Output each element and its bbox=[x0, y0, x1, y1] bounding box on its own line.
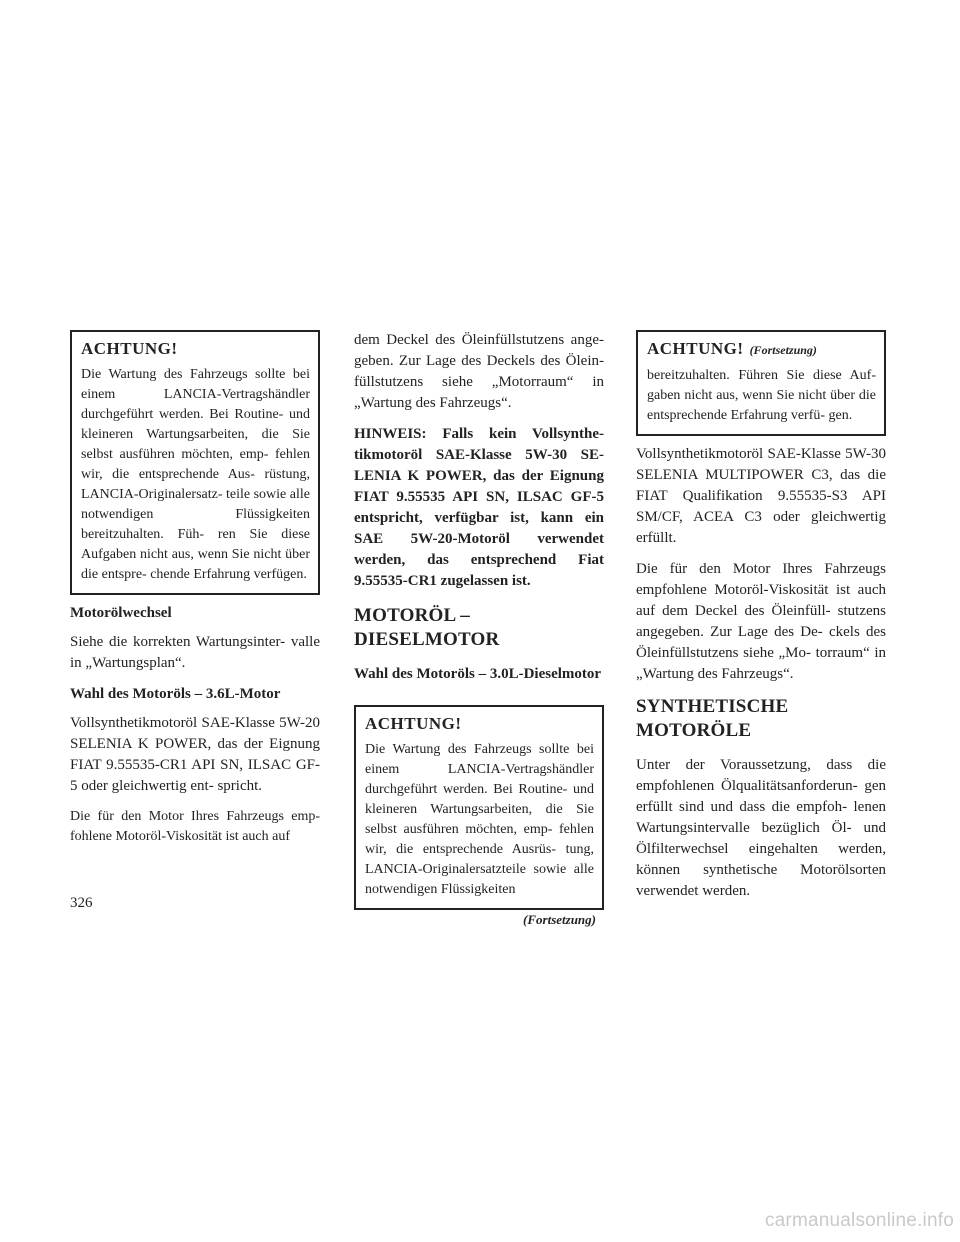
oil-selection-text: Vollsynthetikmotoröl SAE-Klasse 5W-20 SELENIA K POWER, das der Eignung FIAT 9.55535-CR1 API SN, ILSAC GF-5 oder gleichwertig ent- spricht. bbox=[70, 715, 320, 794]
warning-box bbox=[636, 330, 886, 436]
column-1 bbox=[70, 330, 320, 857]
diesel-oil-heading: Wahl des Motoröls – 3.0L-Dieselmotor bbox=[354, 666, 602, 682]
viscosity-text: Die für den Motor Ihres Fahrzeugs emp- fohlene Motoröl-Viskosität ist auch auf bbox=[70, 809, 320, 844]
column-3 bbox=[636, 330, 886, 912]
warning-title: ACHTUNG! bbox=[365, 714, 462, 733]
warning-continued-label: (Fortsetzung) bbox=[749, 343, 817, 357]
oil-selection-heading: Wahl des Motoröls – 3.6L-Motor bbox=[70, 686, 281, 702]
section-heading-diesel: MOTORÖL – DIESELMOTOR bbox=[354, 605, 500, 650]
column-2 bbox=[354, 330, 604, 928]
oil-change-text: Siehe die korrekten Wartungsinter- valle in „Wartungsplan“. bbox=[70, 634, 320, 671]
warning-text: Die Wartung des Fahrzeugs sollte bei einem LANCIA-Vertragshändler durchgeführt werden. Bei Routine- und kleineren Wartungsarbeiten, die Sie selbst ausführen möchten, emp- fehlen wir, die entsprechende Ausrüs- tung, LANCIA-Originalersatzteile sowie alle notwendigen Flüssigkeiten bbox=[365, 742, 594, 897]
section-heading-synthetic: SYNTHETISCHE MOTORÖLE bbox=[636, 696, 789, 741]
warning-box bbox=[70, 330, 320, 595]
synthetic-oil-text: Unter der Voraussetzung, dass die empfohlenen Ölqualitätsanforderun- gen erfüllt sind und dass die empfoh- lenen Wartungsintervalle bezüglich Öl- und Ölfilterwechsel eingehalten werden, können synthetische Motorölsorten verwendet werden. bbox=[636, 757, 886, 899]
warning-text: bereitzuhalten. Führen Sie diese Auf- gaben nicht aus, wenn Sie nicht über die entsprechende Erfahrung verfü- gen. bbox=[647, 368, 876, 423]
diesel-oil-text: Vollsynthetikmotoröl SAE-Klasse 5W-30 SELENIA MULTIPOWER C3, das die FIAT Qualifikation 9.55535-S3 API SM/CF, ACEA C3 oder gleichwertig erfüllt. bbox=[636, 446, 886, 546]
warning-text: Die Wartung des Fahrzeugs sollte bei einem LANCIA-Vertragshändler durchgeführt werden. Bei Routine- und kleineren Wartungsarbeiten, die Sie selbst ausführen möchten, emp- fehlen wir, die entsprechende Aus- rüstung, LANCIA-Originalersatz- teile sowie alle notwendigen Flüssigkeiten bereitzuhalten. Füh- ren Sie diese Aufgaben nicht aus, wenn Sie nicht über die entspre- chende Erfahrung verfügen. bbox=[81, 367, 310, 582]
viscosity-text: Die für den Motor Ihres Fahrzeugs empfohlene Motoröl-Viskosität ist auch auf dem Deckel des Öleinfüll- stutzens angegeben. Zur Lage des De- ckels des Öleinfüllstutzens siehe „Mo- torraum“ in „Wartung des Fahrzeugs“. bbox=[636, 561, 886, 682]
note-text: HINWEIS: Falls kein Vollsynthe- tikmotoröl SAE-Klasse 5W-30 SE- LENIA K POWER, das der Eignung FIAT 9.55535 API SN, ILSAC GF-5 entspricht, verfügbar ist, kann ein SAE 5W-20-Motoröl verwendet werden, das entsprechend Fiat 9.55535-CR1 zugelassen ist. bbox=[354, 426, 604, 589]
page-number: 326 bbox=[70, 895, 93, 911]
warning-title-text: ACHTUNG! bbox=[647, 339, 744, 358]
watermark: carmanualsonline.info bbox=[764, 1210, 954, 1231]
continuation-text: dem Deckel des Öleinfüllstutzens ange- geben. Zur Lage des Deckels des Ölein- füllstutzens siehe „Motorraum“ in „Wartung des Fahrzeugs“. bbox=[354, 332, 604, 411]
oil-change-heading: Motorölwechsel bbox=[70, 605, 172, 621]
warning-title: ACHTUNG! bbox=[81, 339, 178, 358]
continued-label: (Fortsetzung) bbox=[523, 912, 596, 927]
warning-title bbox=[647, 338, 876, 361]
warning-box bbox=[354, 705, 604, 910]
